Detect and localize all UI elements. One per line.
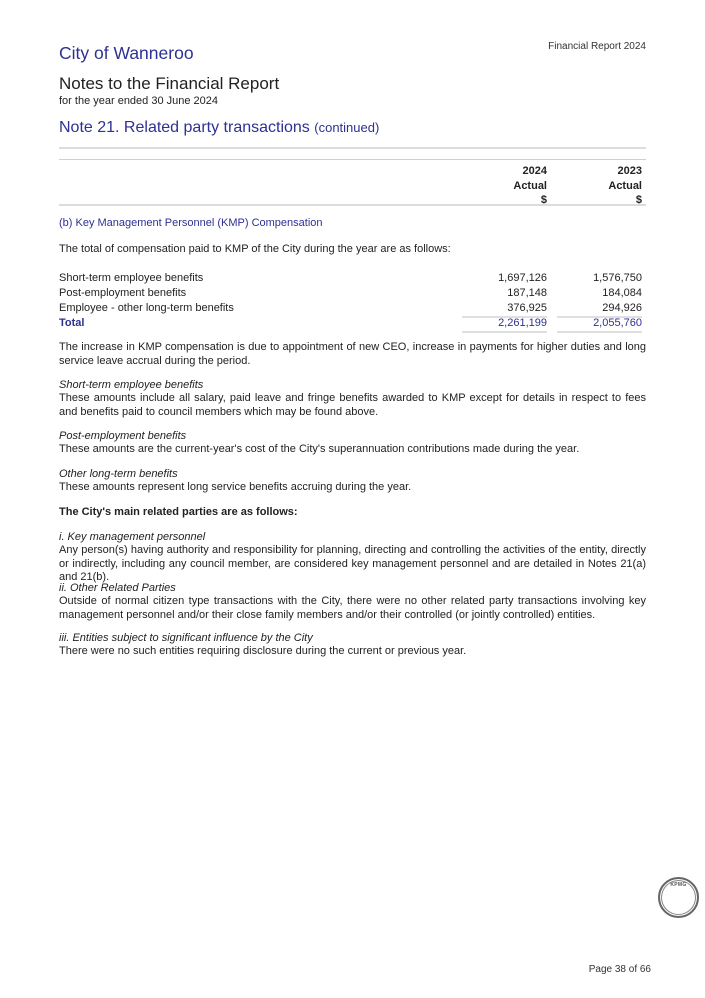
table-total-row xyxy=(59,317,646,332)
stamp-text: KPMG xyxy=(670,882,687,888)
intro-text: The total of compensation paid to KMP of the City during the year are as follows: xyxy=(59,243,451,255)
other-long-term-text: These amounts represent long service benefits accruing during the year. xyxy=(59,481,412,493)
note-title-text: Note 21. Related party transactions xyxy=(59,119,310,136)
total-rule-2023 xyxy=(557,331,642,333)
column-unit: $ xyxy=(540,194,547,206)
table-row xyxy=(59,302,646,317)
note-continued: (continued) xyxy=(314,120,380,135)
column-header-2024 xyxy=(467,164,547,208)
main-parties-heading: The City's main related parties are as follows: xyxy=(59,506,298,518)
other-parties-heading: ii. Other Related Parties xyxy=(59,582,176,594)
column-type: Actual xyxy=(608,179,642,192)
row-value-2023: 1,576,750 xyxy=(593,272,642,284)
organisation-name: City of Wanneroo xyxy=(59,43,194,63)
row-label: Short-term employee benefits xyxy=(59,272,204,284)
table-header-rule xyxy=(59,204,646,206)
post-employment-heading: Post-employment benefits xyxy=(59,430,187,442)
row-value-2024: 376,925 xyxy=(507,302,547,314)
note-title xyxy=(59,119,379,137)
table-top-rule xyxy=(59,159,646,160)
total-value-2024: 2,261,199 xyxy=(498,317,547,329)
other-parties-text: Outside of normal citizen type transactions with the City, there were no other related party transactions involving key management personnel and/or their close family members and/or their controlled (or jointly controlled) entities. xyxy=(59,595,646,621)
table-row xyxy=(59,287,646,302)
notes-subtitle: for the year ended 30 June 2024 xyxy=(59,95,219,107)
row-value-2023: 184,084 xyxy=(602,287,642,299)
total-value-2023: 2,055,760 xyxy=(593,317,642,329)
column-year: 2023 xyxy=(617,165,642,177)
total-rule-2024 xyxy=(462,331,547,333)
row-label: Employee - other long-term benefits xyxy=(59,302,234,314)
short-term-text: These amounts include all salary, paid leave and fringe benefits awarded to KMP except for details in respect to fees and benefits paid to council members which may be found above. xyxy=(59,392,646,418)
header-divider xyxy=(59,147,646,149)
column-header-2023 xyxy=(562,164,642,208)
section-title: (b) Key Management Personnel (KMP) Compensation xyxy=(59,217,323,229)
entities-heading: iii. Entities subject to significant influence by the City xyxy=(59,632,313,644)
entities-text: There were no such entities requiring disclosure during the current or previous year. xyxy=(59,645,467,657)
row-value-2023: 294,926 xyxy=(602,302,642,314)
short-term-heading: Short-term employee benefits xyxy=(59,379,204,391)
report-label: Financial Report 2024 xyxy=(548,41,646,52)
notes-title: Notes to the Financial Report xyxy=(59,74,280,93)
column-year: 2024 xyxy=(522,165,547,177)
row-label: Post-employment benefits xyxy=(59,287,187,299)
post-employment-text: These amounts are the current-year's cost of the City's superannuation contributions made during the year. xyxy=(59,443,580,455)
audit-stamp-icon xyxy=(658,877,699,918)
increase-explanation: The increase in KMP compensation is due to appointment of new CEO, increase in payments for higher duties and long service leave accrual during the period. xyxy=(59,341,646,367)
kmp-text: Any person(s) having authority and responsibility for planning, directing and controlling the activities of the entity, directly or indirectly, including any council member, are considered key management personnel and are detailed in Notes 21(a) and 21(b). xyxy=(59,544,646,583)
total-label: Total xyxy=(59,317,85,329)
other-long-term-heading: Other long-term benefits xyxy=(59,468,178,480)
kmp-heading: i. Key management personnel xyxy=(59,531,206,543)
table-row xyxy=(59,272,646,287)
column-unit: $ xyxy=(635,194,642,206)
column-type: Actual xyxy=(513,179,547,192)
row-value-2024: 1,697,126 xyxy=(498,272,547,284)
row-value-2024: 187,148 xyxy=(507,287,547,299)
page-number: Page 38 of 66 xyxy=(588,964,651,975)
